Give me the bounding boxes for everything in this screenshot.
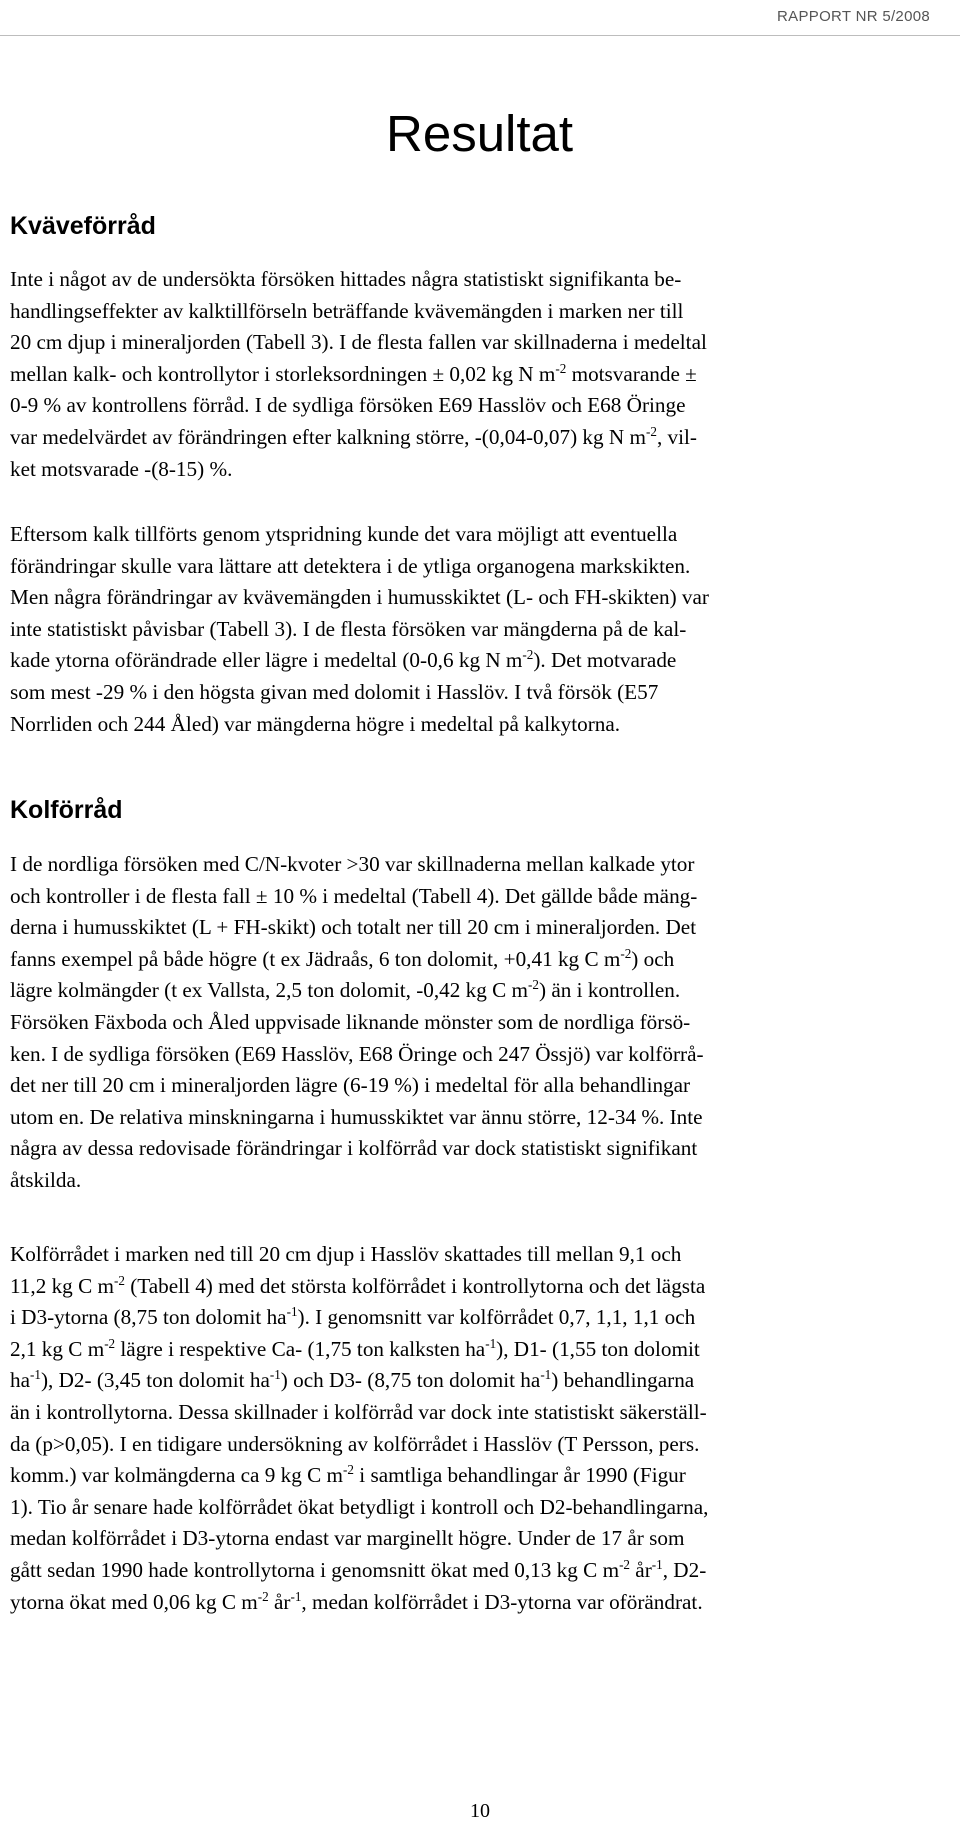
text-run: motsvarande ± <box>566 361 697 386</box>
text-run: I de nordliga försöken med C/N-kvoter >30 var skillnaderna mellan kalkade ytor <box>10 852 695 876</box>
superscript: -1 <box>269 1367 281 1383</box>
text-run: 2,1 kg C m <box>10 1336 105 1361</box>
text-line <box>10 849 950 881</box>
text-line <box>10 912 950 944</box>
text-run: gått sedan 1990 hade kontrollytorna i genomsnitt ökat med 0,13 kg C m <box>10 1557 620 1582</box>
text-run: ) än i kontrollen. <box>538 978 681 1003</box>
text-run: förändringar skulle vara lättare att detektera i de ytliga organogena markskikten. <box>10 553 691 578</box>
text-run: Eftersom kalk tillförts genom ytspridning kunde det vara möjligt att eventuella <box>10 522 678 546</box>
text-line <box>10 1239 950 1271</box>
text-run: som mest -29 % i den högsta givan med dolomit i Hasslöv. I två försök (E57 <box>10 679 659 704</box>
text-run: , medan kolförrådet i D3-ytorna var oförändrat. <box>301 1589 703 1614</box>
text-run: ), D2- (3,45 ton dolomit ha <box>40 1368 270 1393</box>
text-run: ). Det motvarade <box>533 648 677 673</box>
section-heading-kolforrad: Kolförråd <box>10 796 123 824</box>
text-line <box>10 582 950 614</box>
paragraph-kol-1 <box>10 849 950 1197</box>
text-run: komm.) var kolmängderna ca 9 kg C m <box>10 1463 344 1488</box>
text-line <box>10 519 950 551</box>
text-run: i D3-ytorna (8,75 ton dolomit ha <box>10 1305 287 1330</box>
text-run: derna i humusskiktet (L + FH-skikt) och totalt ner till 20 cm i mineraljorden. Det <box>10 915 697 940</box>
text-run: Inte i något av de undersökta försöken hittades några statistiskt signifikanta be- <box>10 267 682 291</box>
superscript: -2 <box>104 1335 116 1351</box>
superscript: -1 <box>30 1367 41 1383</box>
text-line <box>10 881 950 913</box>
page-number: 10 <box>470 1800 490 1822</box>
text-line <box>10 359 950 391</box>
text-line <box>10 454 950 486</box>
header-divider <box>0 35 960 36</box>
text-line <box>10 1165 950 1197</box>
paragraph-kvave-1 <box>10 264 950 485</box>
text-line <box>10 1271 950 1303</box>
text-run: ytorna ökat med 0,06 kg C m <box>10 1589 258 1614</box>
text-line <box>10 1102 950 1134</box>
text-run: några av dessa redovisade förändringar i kolförråd var dock statistiskt signifikant <box>10 1136 698 1161</box>
superscript: -2 <box>555 360 567 376</box>
text-run: Men några förändringar av kvävemängden i humusskiktet (L- och FH-skikten) var <box>10 585 709 610</box>
text-run: (Tabell 4) med det största kolförrådet i kontrollytorna och det lägsta <box>124 1273 706 1298</box>
text-line <box>10 1365 950 1397</box>
superscript: -2 <box>257 1588 269 1604</box>
text-run: ), D1- (1,55 ton dolomit <box>496 1336 700 1361</box>
text-run: i samtliga behandlingar år 1990 (Figur <box>353 1463 686 1488</box>
report-header: RAPPORT NR 5/2008 <box>777 8 930 25</box>
superscript: -1 <box>540 1367 552 1383</box>
text-run: medan kolförrådet i D3-ytorna endast var marginellt högre. Under de 17 år som <box>10 1526 685 1551</box>
text-line <box>10 709 950 741</box>
text-run: ) och <box>631 946 675 971</box>
text-line <box>10 296 950 328</box>
text-run: Kolförrådet i marken ned till 20 cm djup i Hasslöv skattades till mellan 9,1 och <box>10 1242 682 1266</box>
text-line <box>10 264 950 296</box>
text-run: Försöken Fäxboda och Åled uppvisade liknande mönster som de nordliga försö- <box>10 1009 691 1034</box>
superscript: -1 <box>651 1556 663 1572</box>
text-line <box>10 1133 950 1165</box>
text-run: lägre i respektive Ca- (1,75 ton kalksten ha <box>115 1336 486 1361</box>
text-line <box>10 645 950 677</box>
text-run: ken. I de sydliga försöken (E69 Hasslöv, E68 Öringe och 247 Össjö) var kolförrå- <box>10 1041 704 1066</box>
superscript: -2 <box>113 1272 125 1288</box>
superscript: -1 <box>286 1304 298 1320</box>
text-run: Norrliden och 244 Åled) var mängderna högre i medeltal på kalkytorna. <box>10 711 621 736</box>
text-line <box>10 1007 950 1039</box>
text-run: handlingseffekter av kalktillförseln beträffande kvävemängden i marken ner till <box>10 298 684 323</box>
text-line <box>10 1070 950 1102</box>
text-line <box>10 1397 950 1429</box>
text-line <box>10 1555 950 1587</box>
text-run: 0-9 % av kontrollens förråd. I de sydliga försöken E69 Hasslöv och E68 Öringe <box>10 393 686 418</box>
text-run: ) och D3- (8,75 ton dolomit ha <box>280 1368 541 1393</box>
text-run: ) behandlingarna <box>551 1368 695 1393</box>
text-line <box>10 1492 950 1524</box>
text-run: fanns exempel på både högre (t ex Jädraås, 6 ton dolomit, +0,41 kg C m <box>10 946 621 971</box>
section-heading-kvaveforrad: Kväveförråd <box>10 212 156 240</box>
text-line <box>10 1523 950 1555</box>
superscript: -2 <box>620 945 632 961</box>
text-line <box>10 390 950 422</box>
text-line <box>10 422 950 454</box>
text-run: utom en. De relativa minskningarna i humusskiktet var ännu större, 12-34 %. Inte <box>10 1104 703 1129</box>
text-run: , D2- <box>662 1557 707 1582</box>
text-line <box>10 327 950 359</box>
text-line <box>10 1429 950 1461</box>
text-run: ). I genomsnitt var kolförrådet 0,7, 1,1, 1,1 och <box>297 1305 696 1330</box>
text-run: ket motsvarade -(8-15) %. <box>10 456 233 481</box>
text-line <box>10 677 950 709</box>
text-line <box>10 1039 950 1071</box>
paragraph-kol-2 <box>10 1239 950 1618</box>
text-line <box>10 944 950 976</box>
text-run: kade ytorna oförändrade eller lägre i medeltal (0-0,6 kg N m <box>10 648 523 673</box>
text-run: åtskilda. <box>10 1167 82 1192</box>
text-run: 20 cm djup i mineraljorden (Tabell 3). I de flesta fallen var skillnaderna i medeltal <box>10 330 707 355</box>
page-title: Resultat <box>386 105 574 162</box>
text-run: år <box>268 1589 291 1614</box>
text-run: och kontroller i de flesta fall ± 10 % i medeltal (Tabell 4). Det gällde både mäng- <box>10 883 698 908</box>
text-run: än i kontrollytorna. Dessa skillnader i kolförråd var dock inte statistiskt säkerställ- <box>10 1399 707 1424</box>
superscript: -2 <box>619 1556 630 1572</box>
text-line <box>10 551 950 583</box>
text-line <box>10 975 950 1007</box>
text-run: var medelvärdet av förändringen efter kalkning större, -(0,04-0,07) kg N m <box>10 424 646 449</box>
superscript: -2 <box>522 647 534 663</box>
text-line <box>10 1334 950 1366</box>
text-line <box>10 1302 950 1334</box>
text-run: mellan kalk- och kontrollytor i storleksordningen ± 0,02 kg N m <box>10 361 556 386</box>
text-run: da (p>0,05). I en tidigare undersökning av kolförrådet i Hasslöv (T Persson, pers. <box>10 1431 700 1456</box>
text-line <box>10 1587 950 1619</box>
text-line <box>10 1460 950 1492</box>
text-run: inte statistiskt påvisbar (Tabell 3). I de flesta försöken var mängderna på de kal- <box>10 616 687 641</box>
text-run: lägre kolmängder (t ex Vallsta, 2,5 ton dolomit, -0,42 kg C m <box>10 978 529 1003</box>
text-run: år <box>630 1557 652 1582</box>
text-run: det ner till 20 cm i mineraljorden lägre (6-19 %) i medeltal för alla behandlingar <box>10 1073 691 1098</box>
superscript: -2 <box>646 423 657 439</box>
superscript: -1 <box>485 1335 497 1351</box>
paragraph-kvave-2 <box>10 519 950 740</box>
text-run: , vil- <box>656 424 697 449</box>
text-line <box>10 614 950 646</box>
text-run: 11,2 kg C m <box>10 1273 114 1298</box>
text-run: ha <box>10 1368 30 1393</box>
text-run: 1). Tio år senare hade kolförrådet ökat betydligt i kontroll och D2-behandlingarna, <box>10 1494 709 1519</box>
superscript: -1 <box>290 1588 302 1604</box>
superscript: -2 <box>343 1462 354 1478</box>
superscript: -2 <box>528 977 539 993</box>
